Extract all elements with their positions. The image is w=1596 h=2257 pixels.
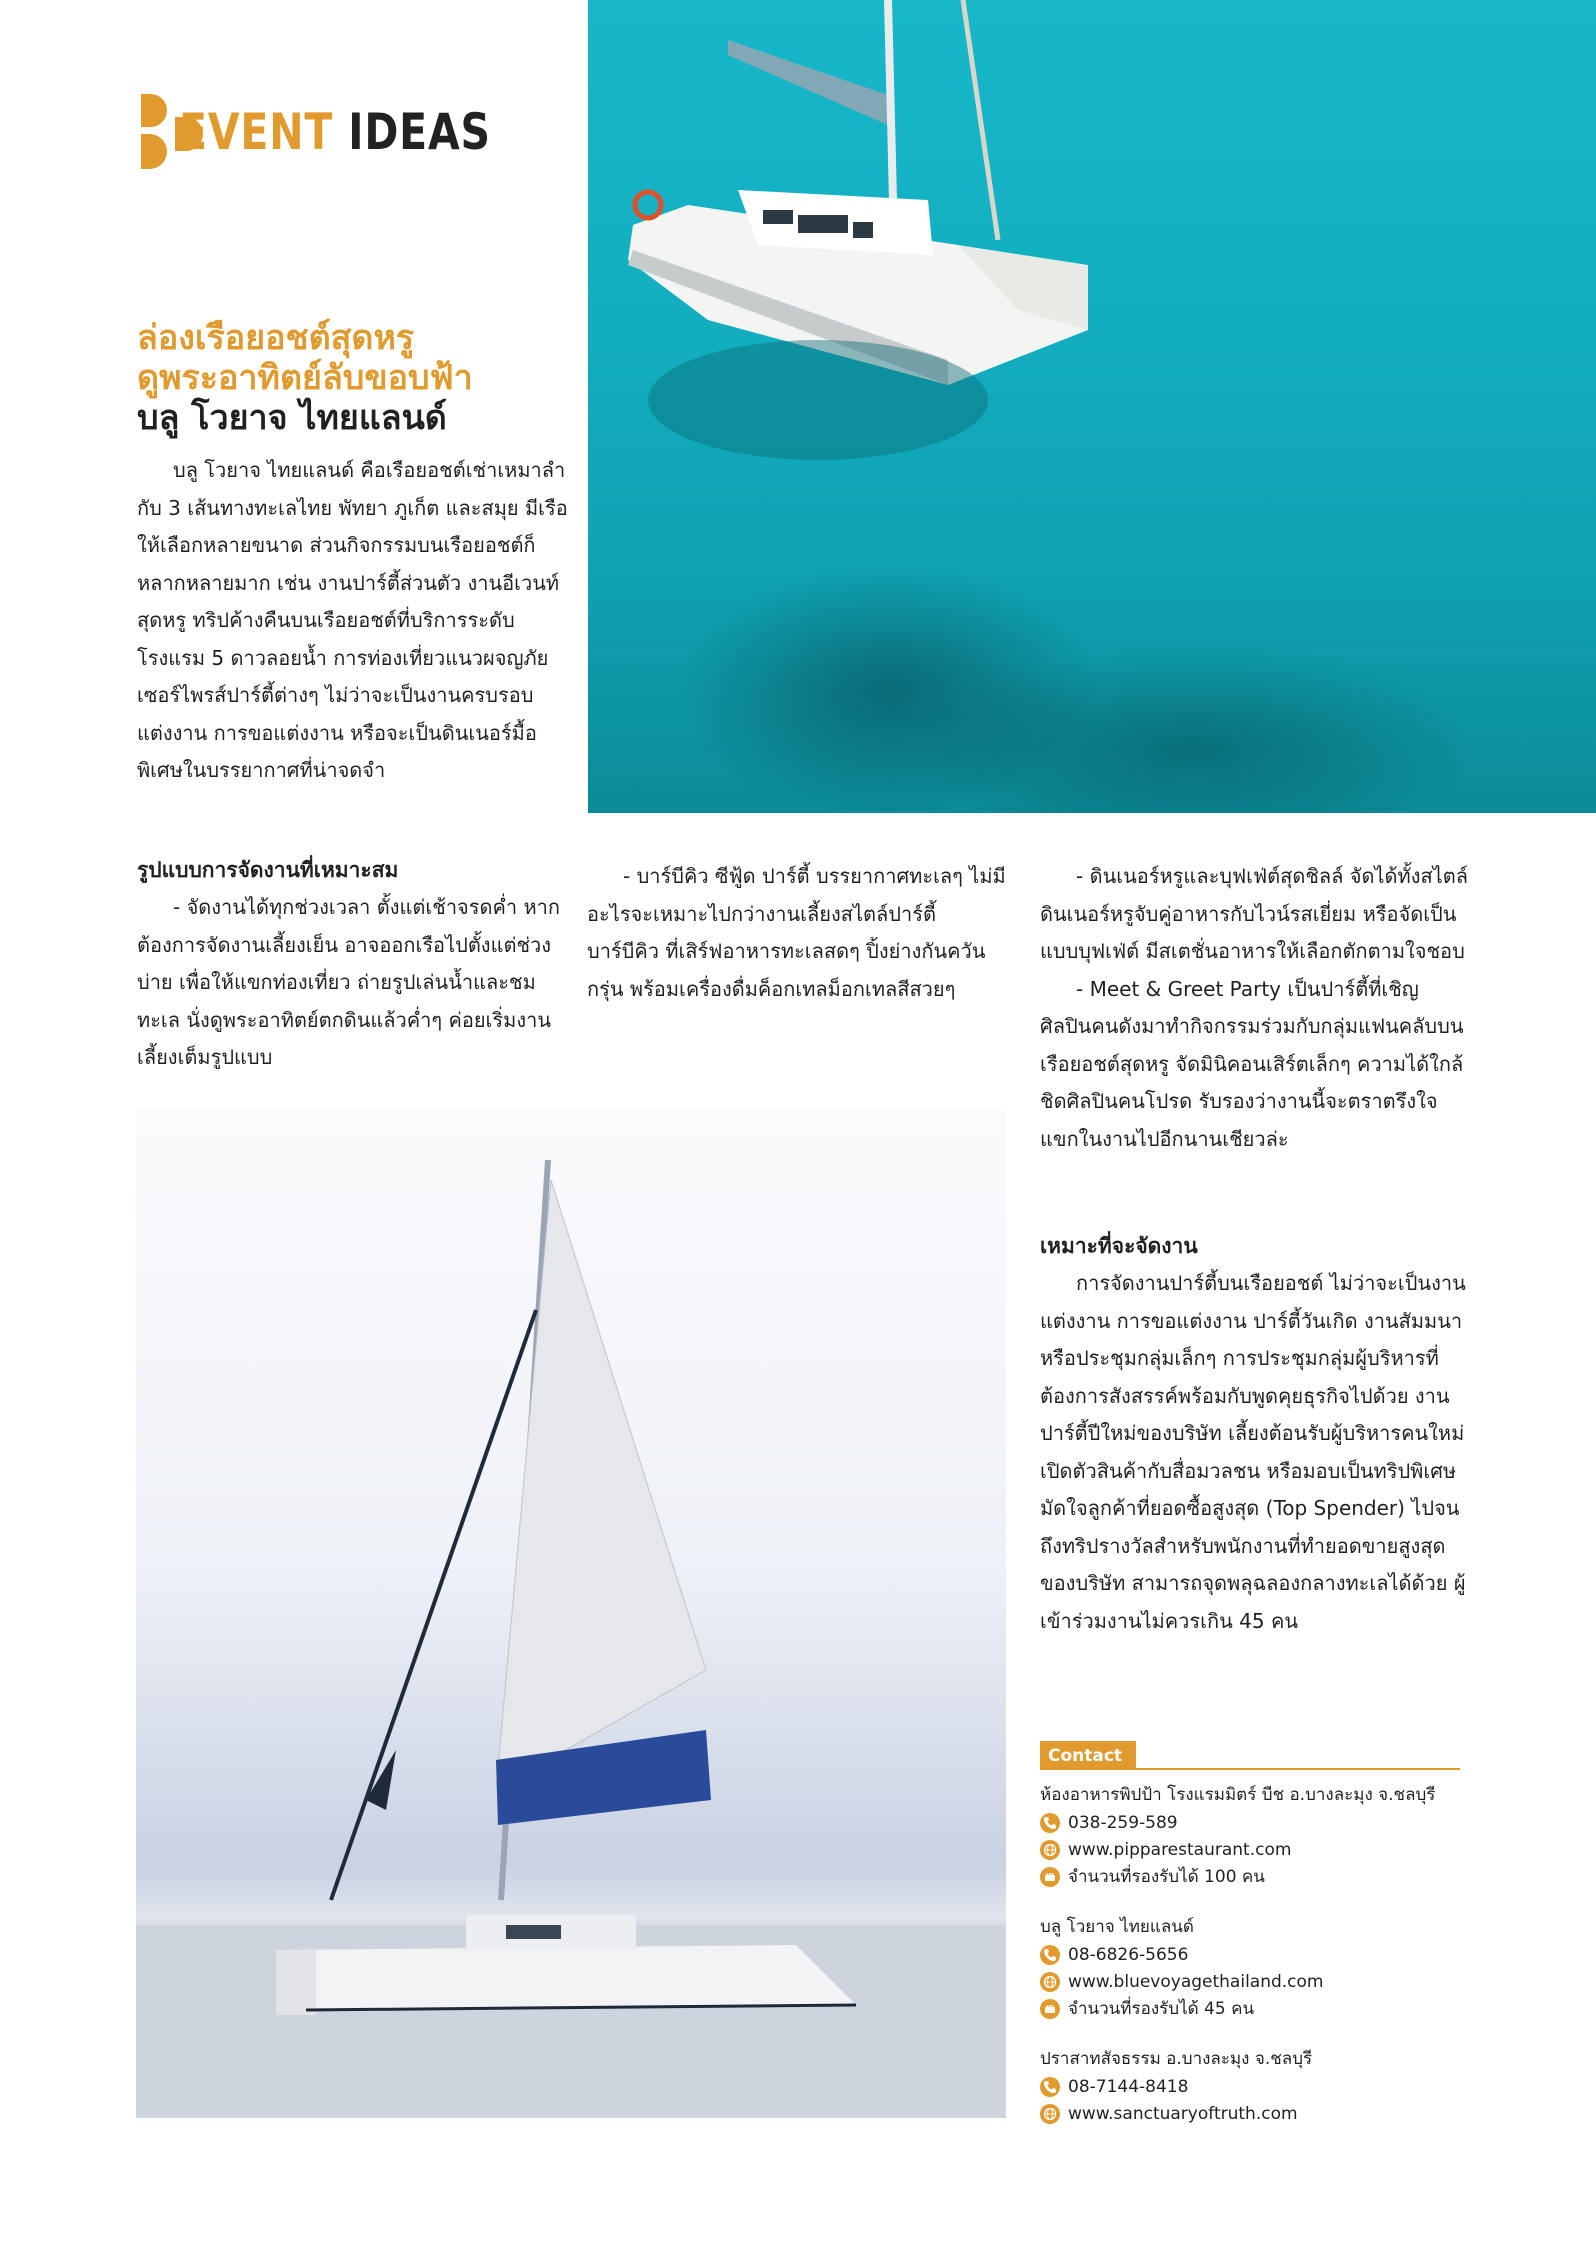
venue-phone-row [1040, 2073, 1460, 2100]
event-formats-column-3 [1040, 858, 1470, 1158]
intro-text: บลู โวยาจ ไทยแลนด์ คือเรือยอชต์เช่าเหมาลำ กับ 3 เส้นทางทะเลไทย พัทยา ภูเก็ต และสมุย มีเรือให้เลือกหลายขนาด ส่วนกิจกรรมบนเรือยอชต์ก็หลากหลายมาก เช่น งานปาร์ตี้ส่วนตัว งานอีเวนท์สุดหรู ทริปค้างคืนบนเรือยอชต์ที่บริการระดับโรงแรม 5 ดาวลอยน้ำ การท่องเที่ยวแนวผจญภัย เซอร์ไพรส์ปาร์ตี้ต่างๆ ไม่ว่าจะเป็นงานครบรอบแต่งงาน การขอแต่งงาน หรือจะเป็นดินเนอร์มื้อพิเศษในบรรยากาศที่น่าจดจำ [137, 458, 568, 782]
headline-line-3: บลู โวยาจ ไทยแลนด์ [137, 398, 447, 438]
article-headline [137, 318, 587, 438]
venue-name: ปราสาทสัจธรรม อ.บางละมุง จ.ชลบุรี [1040, 2049, 1313, 2069]
venue-phone[interactable]: 038-259-589 [1068, 1812, 1178, 1833]
catamaran-sailing-photo [136, 1110, 1006, 2118]
venue-website-row [1040, 1836, 1460, 1863]
capacity-icon [1040, 1867, 1060, 1887]
venue-phone[interactable]: 08-7144-8418 [1068, 2076, 1189, 2097]
contact-divider [1136, 1768, 1460, 1770]
logo-word-event: EVENT [178, 103, 333, 161]
logo-mark-icon [139, 92, 155, 172]
venue-phone-row [1040, 1809, 1460, 1836]
logo-word-ideas: IDEAS [347, 103, 491, 161]
event-format-item: - บาร์บีคิว ซีฟู้ด ปาร์ตี้ บรรยากาศทะเลๆ ไม่มีอะไรจะเหมาะไปกว่างานเลี้ยงสไตล์ปาร์ตี้บาร์บีคิว ที่เสิร์ฟอาหารทะเลสดๆ ปิ้งย่างกันควันกรุ่น พร้อมเครื่องดื่มค็อกเทลม็อกเทลสีสวยๆ [587, 864, 1006, 1001]
event-format-item: - ดินเนอร์หรูและบุฟเฟ่ต์สุดชิลล์ จัดได้ทั้งสไตล์ดินเนอร์หรูจับคู่อาหารกับไวน์รสเยี่ยม หรือจัดเป็นแบบบุฟเฟ่ต์ มีสเตชั่นอาหารให้เลือกตักตามใจชอบ [1040, 864, 1469, 963]
venue-phone-row [1040, 1941, 1460, 1968]
venue-website-row [1040, 1968, 1460, 1995]
suitable-events-section [1040, 1228, 1470, 1640]
contact-section [1040, 1740, 1460, 2127]
venue-name: บลู โวยาจ ไทยแลนด์ [1040, 1917, 1194, 1937]
venue-website-link[interactable]: www.pipparestaurant.com [1068, 1839, 1292, 1860]
venue-website-row [1040, 2100, 1460, 2127]
contact-header [1040, 1740, 1460, 1770]
venue-phone[interactable]: 08-6826-5656 [1068, 1944, 1189, 1965]
capacity-icon [1040, 1999, 1060, 2019]
venue-capacity-row [1040, 1863, 1460, 1890]
contact-venue [1040, 1782, 1460, 1890]
intro-paragraph [137, 452, 577, 790]
event-format-item: - Meet & Greet Party เป็นปาร์ตี้ที่เชิญศิลปินคนดังมาทำกิจกรรมร่วมกับกลุ่มแฟนคลับบนเรือยอชต์สุดหรู จัดมินิคอนเสิร์ตเล็กๆ ความได้ใกล้ชิดศิลปินคนโปรด รับรองว่างานนี้จะตราตรึงใจแขกในงานไปอีกนานเชียวล่ะ [1040, 976, 1464, 1151]
venue-name: ห้องอาหารพิปป้า โรงแรมมิตร์ บีช อ.บางละมุง จ.ชลบุรี [1040, 1785, 1436, 1805]
event-format-item: - จัดงานได้ทุกช่วงเวลา ตั้งแต่เช้าจรดค่ำ หากต้องการจัดงานเลี้ยงเย็น อาจออกเรือไปตั้งแต่ช่วงบ่าย เพื่อให้แขกท่องเที่ยว ถ่ายรูปเล่นน้ำและชมทะเล นั่งดูพระอาทิตย์ตกดินแล้วค่ำๆ ค่อยเริ่มงานเลี้ยงเต็มรูปแบบ [137, 895, 560, 1069]
event-formats-column-1 [137, 852, 567, 1077]
globe-icon [1040, 2104, 1060, 2124]
suitable-events-text: การจัดงานปาร์ตี้บนเรือยอชต์ ไม่ว่าจะเป็นงานแต่งงาน การขอแต่งงาน ปาร์ตี้วันเกิด งานสัมมนาหรือประชุมกลุ่มเล็กๆ การประชุมกลุ่มผู้บริหารที่ต้องการสังสรรค์พร้อมกับพูดคุยธุรกิจไปด้วย งานปาร์ตี้ปีใหม่ของบริษัท เลี้ยงต้อนรับผู้บริหารคนใหม่ เปิดตัวสินค้ากับสื่อมวลชน หรือมอบเป็นทริปพิเศษมัดใจลูกค้าที่ยอดซื้อสูงสุด (Top Spender) ไปจนถึงทริปรางวัลสำหรับพนักงานที่ทำยอดขายสูงสุดของบริษัท สามารถจุดพลุฉลองกลางทะเลได้ด้วย ผู้เข้าร่วมงานไม่ควรเกิน 45 คน [1040, 1271, 1466, 1633]
event-formats-column-2 [587, 858, 1007, 1008]
venue-website-link[interactable]: www.bluevoyagethailand.com [1068, 1971, 1324, 1992]
contact-venue [1040, 2046, 1460, 2127]
venue-capacity-row [1040, 1995, 1460, 2022]
phone-icon [1040, 1945, 1060, 1965]
contact-label: Contact [1040, 1741, 1136, 1770]
catamaran-turquoise-photo [588, 0, 1596, 813]
phone-icon [1040, 2077, 1060, 2097]
contact-venue [1040, 1914, 1460, 2022]
venue-capacity: จำนวนที่รองรับได้ 100 คน [1068, 1867, 1265, 1887]
event-formats-heading: รูปแบบการจัดงานที่เหมาะสม [137, 858, 399, 882]
event-ideas-logo [139, 92, 559, 172]
suitable-events-heading: เหมาะที่จะจัดงาน [1040, 1234, 1198, 1258]
venue-capacity: จำนวนที่รองรับได้ 45 คน [1068, 1999, 1255, 2019]
headline-line-2: ดูพระอาทิตย์ลับขอบฟ้า [137, 358, 473, 398]
section-title [179, 103, 491, 161]
phone-icon [1040, 1813, 1060, 1833]
headline-line-1: ล่องเรือยอชต์สุดหรู [137, 318, 415, 358]
venue-website-link[interactable]: www.sanctuaryoftruth.com [1068, 2103, 1298, 2124]
globe-icon [1040, 1840, 1060, 1860]
globe-icon [1040, 1972, 1060, 1992]
